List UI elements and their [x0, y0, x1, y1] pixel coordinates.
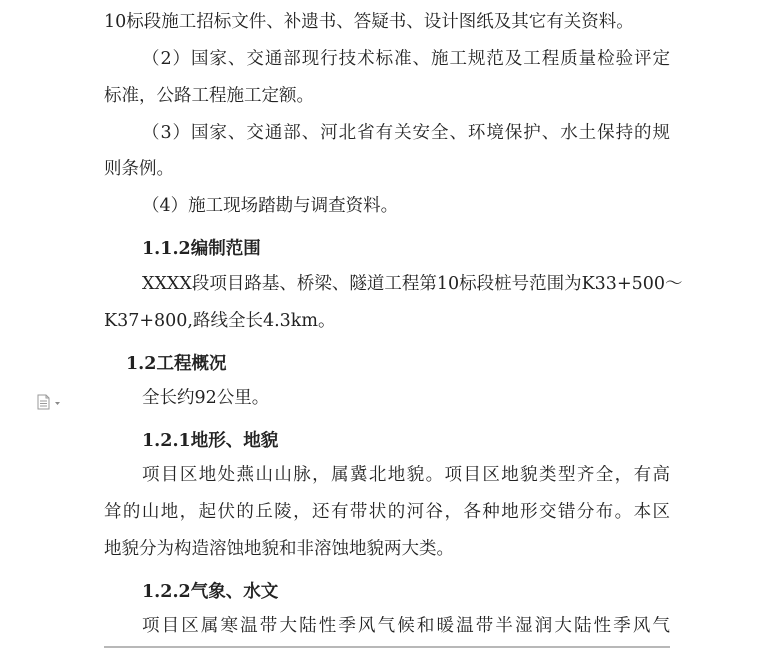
- section-heading-1-2-2: 1.2.2气象、水文: [142, 582, 279, 602]
- body-line: 耸的山地，起伏的丘陵，还有带状的河谷，各种地形交错分布。本区: [104, 502, 670, 522]
- section-heading-1-2: 1.2工程概况: [126, 354, 227, 374]
- body-line: 则条例。: [104, 159, 174, 179]
- body-line: （3）国家、交通部、河北省有关安全、环境保护、水土保持的规: [142, 123, 670, 143]
- body-line: 项目区属寒温带大陆性季风气候和暖温带半湿润大陆性季风气: [142, 616, 670, 636]
- body-line: 10标段施工招标文件、补遗书、答疑书、设计图纸及其它有关资料。: [104, 12, 634, 32]
- section-heading-1-1-2: 1.1.2编制范围: [142, 239, 261, 259]
- body-line: XXXX段项目路基、桥梁、隧道工程第10标段桩号范围为K33+500～: [142, 274, 683, 294]
- body-line: 全长约92公里。: [142, 388, 270, 408]
- section-heading-1-2-1: 1.2.1地形、地貌: [142, 431, 279, 451]
- paragraph-options-icon[interactable]: [36, 394, 64, 410]
- body-line: K37+800,路线全长4.3km。: [104, 311, 336, 331]
- body-line: （2）国家、交通部现行技术标准、施工规范及工程质量检验评定: [142, 49, 670, 69]
- body-line: 标准，公路工程施工定额。: [104, 86, 314, 106]
- body-line: 地貌分为构造溶蚀地貌和非溶蚀地貌两大类。: [104, 539, 454, 559]
- page-bottom-edge: [104, 646, 670, 648]
- body-line: （4）施工现场踏勘与调查资料。: [142, 196, 399, 216]
- body-line: 项目区地处燕山山脉，属冀北地貌。项目区地貌类型齐全，有高: [142, 465, 670, 485]
